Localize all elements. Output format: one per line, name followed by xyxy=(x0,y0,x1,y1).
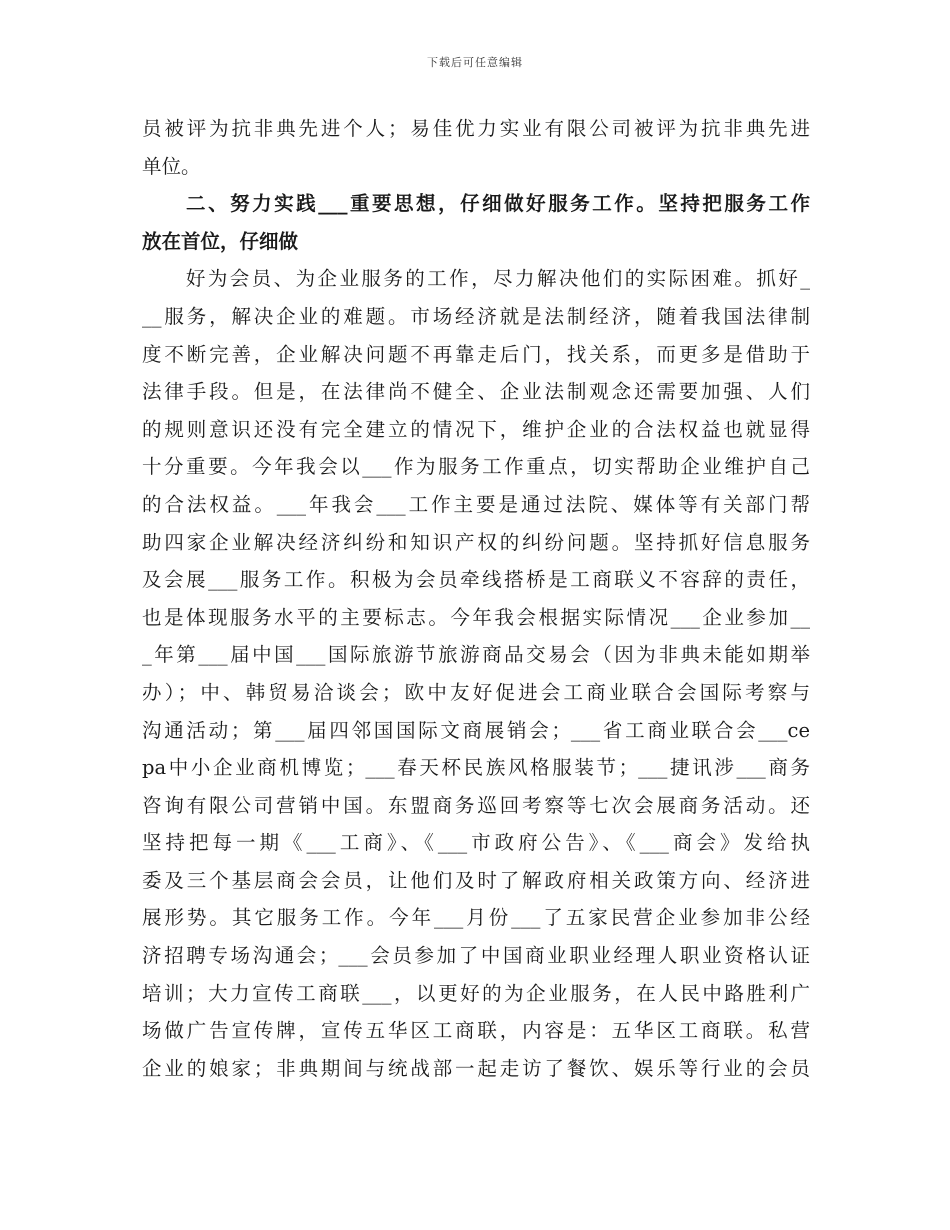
section-heading-line: 二、努力实践___重要思想，仔细做好服务工作。坚持把服务工作 xyxy=(142,192,810,216)
text-line: 沟通活动；第___届四邻国国际文商展销会；___省工商业联合会___ce xyxy=(142,718,810,742)
text-line: 度不断完善，企业解决问题不再靠走后门，找关系，而更多是借助于 xyxy=(142,342,810,366)
text-line: 的合法权益。___年我会___工作主要是通过法院、媒体等有关部门帮 xyxy=(142,492,810,516)
text-line: 场做广告宣传牌，宣传五华区工商联，内容是：五华区工商联。私营 xyxy=(142,1019,810,1043)
text-line: 单位。 xyxy=(142,154,201,178)
text-line: 企业的娘家；非典期间与统战部一起走访了餐饮、娱乐等行业的会员 xyxy=(142,1056,810,1080)
text-line: 济招聘专场沟通会；___会员参加了中国商业职业经理人职业资格认证 xyxy=(142,944,810,968)
text-line: 展形势。其它服务工作。今年___月份___了五家民营企业参加非公经 xyxy=(142,906,810,930)
text-line: 法律手段。但是，在法律尚不健全、企业法制观念还需要加强、人们 xyxy=(142,380,810,404)
text-line: 的规则意识还没有完全建立的情况下，维护企业的合法权益也就显得 xyxy=(142,417,810,441)
text-line: __服务，解决企业的难题。市场经济就是法制经济，随着我国法律制 xyxy=(142,304,810,328)
text-line: 办）；中、韩贸易洽谈会；欧中友好促进会工商业联合会国际考察与 xyxy=(142,680,810,704)
text-line: 十分重要。今年我会以___作为服务工作重点，切实帮助企业维护自己 xyxy=(142,455,810,479)
page-header: 下载后可任意编辑 xyxy=(427,56,523,69)
text-line: 培训；大力宣传工商联___，以更好的为企业服务，在人民中路胜利广 xyxy=(142,981,810,1005)
text-line: 员被评为抗非典先进个人；易佳优力实业有限公司被评为抗非典先进 xyxy=(142,117,810,140)
document-body xyxy=(142,110,810,1087)
text-line: 好为会员、为企业服务的工作，尽力解决他们的实际困难。抓好_ xyxy=(142,267,810,291)
section-heading-line: 放在首位，仔细做 xyxy=(142,229,299,253)
text-line: 及会展___服务工作。积极为会员牵线搭桥是工商联义不容辞的责任， xyxy=(142,568,810,592)
text-line: pa中小企业商机博览；___春天杯民族风格服装节；___捷讯涉___商务 xyxy=(142,756,810,780)
text-line: 咨询有限公司营销中国。东盟商务巡回考察等七次会展商务活动。还 xyxy=(142,793,810,817)
text-line: _年第___届中国___国际旅游节旅游商品交易会（因为非典未能如期举 xyxy=(142,643,810,667)
text-line: 助四家企业解决经济纠纷和知识产权的纠纷问题。坚持抓好信息服务 xyxy=(142,530,810,554)
text-line: 也是体现服务水平的主要标志。今年我会根据实际情况___企业参加__ xyxy=(142,605,810,629)
text-line: 委及三个基层商会会员，让他们及时了解政府相关政策方向、经济进 xyxy=(142,868,810,892)
text-line: 坚持把每一期《___工商》、《___市政府公告》、《___商会》发给执 xyxy=(142,831,810,855)
